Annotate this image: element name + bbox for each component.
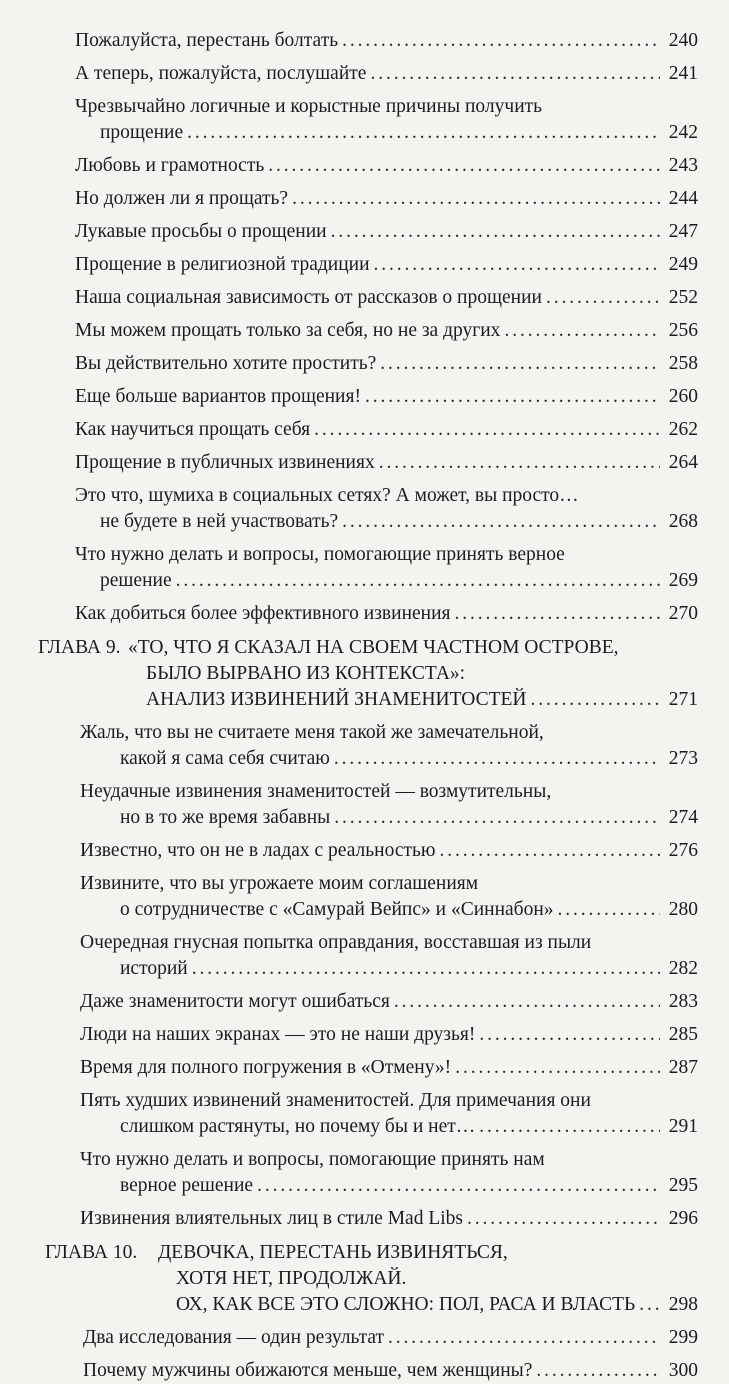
toc-entry-text: Чрезвычайно логичные и корыстные причины получить: [75, 96, 543, 117]
toc-page-number: 269: [668, 570, 698, 591]
toc-entry-text: А теперь, пожалуйста, послушайте: [75, 63, 367, 84]
toc-entry: [0, 417, 729, 443]
chapter-title-line: [0, 1240, 729, 1266]
toc-entry-text: Прощение в публичных извинениях: [75, 452, 375, 473]
toc-page-number: 268: [668, 511, 698, 532]
toc-entry-line: [0, 746, 729, 772]
toc-entry-line: [0, 1173, 729, 1199]
toc-page-number: 262: [668, 419, 698, 440]
toc-entry-text: но в то же время забавны: [120, 807, 331, 828]
toc-page-number: 271: [668, 689, 698, 710]
chapter-title-line: [0, 1266, 729, 1292]
toc-entry-line: [0, 509, 729, 535]
toc-page-number: 295: [668, 1175, 698, 1196]
toc-entry-line: [0, 568, 729, 594]
toc-leader-dots: [531, 687, 661, 713]
toc-entry-text: прощение: [100, 122, 184, 143]
toc-page-number: 285: [668, 1024, 698, 1045]
toc-page-number: 273: [668, 748, 698, 769]
toc-entry: [0, 930, 729, 982]
toc-entry: [0, 28, 729, 54]
toc-page-number: 240: [668, 30, 698, 51]
toc-entry-text: Наша социальная зависимость от рассказов о прощении: [75, 287, 542, 308]
toc-page-number: 247: [668, 221, 698, 242]
toc-entry-line: [0, 1022, 729, 1048]
toc-entry-text: историй: [120, 958, 188, 979]
toc-entry-text: Как научиться прощать себя: [75, 419, 311, 440]
toc-leader-dots: [370, 61, 660, 87]
toc-entry-line: [0, 1358, 729, 1384]
chapter-title-text: БЫЛО ВЫРВАНО ИЗ КОНТЕКСТА»:: [146, 663, 466, 684]
toc-leader-dots: [479, 1022, 660, 1048]
toc-leader-dots: [536, 1358, 660, 1384]
toc-leader-dots: [558, 897, 660, 923]
chapter-label: ГЛАВА 10.: [45, 1242, 138, 1263]
toc-entry-text: Даже знаменитости могут ошибаться: [80, 991, 390, 1012]
toc-entry: [0, 61, 729, 87]
toc-entry-line: [0, 186, 729, 212]
toc-entry-text: Вы действительно хотите простить?: [75, 353, 377, 374]
toc-entry-text: Два исследования — один результат: [83, 1327, 385, 1348]
toc-entry: [0, 779, 729, 831]
toc-page-number: 270: [668, 603, 698, 624]
toc-entry-text: Жаль, что вы не считаете меня такой же замечательной,: [80, 722, 544, 743]
toc-entry-text: верное решение: [120, 1175, 254, 1196]
toc-entry-line: [0, 1055, 729, 1081]
toc-page-number: 258: [668, 353, 698, 374]
toc-leader-dots: [455, 1055, 660, 1081]
chapter-block: [0, 1240, 729, 1318]
toc-entry-line: [0, 1114, 729, 1140]
toc-page-number: 287: [668, 1057, 698, 1078]
toc-leader-dots: [334, 746, 660, 772]
toc-entry-text: Что нужно делать и вопросы, помогающие принять нам: [80, 1149, 545, 1170]
toc-leader-dots: [394, 989, 660, 1015]
toc-entry-line: [0, 351, 729, 377]
toc-leader-dots: [439, 838, 660, 864]
toc-leader-dots: [380, 351, 660, 377]
chapter-title-text: АНАЛИЗ ИЗВИНЕНИЙ ЗНАМЕНИТОСТЕЙ: [146, 689, 527, 710]
toc-entry-text: какой я сама себя считаю: [120, 748, 330, 769]
chapter-block: [0, 635, 729, 713]
toc-entry-line: [0, 61, 729, 87]
toc-leader-dots: [334, 805, 660, 831]
toc-page-number: 276: [668, 840, 698, 861]
toc-entry: [0, 186, 729, 212]
toc-entry-line: [0, 601, 729, 627]
toc-leader-dots: [379, 450, 660, 476]
toc-entry: [0, 219, 729, 245]
toc-entry: [0, 871, 729, 923]
toc-entry-line: [0, 930, 729, 956]
toc-entry-line: [0, 28, 729, 54]
chapter-title-line: [0, 1292, 729, 1318]
chapter-label: ГЛАВА 9.: [38, 637, 121, 658]
toc-leader-dots: [374, 252, 660, 278]
toc-entry-text: Любовь и грамотность: [75, 155, 265, 176]
chapter-title-text: ДЕВОЧКА, ПЕРЕСТАНЬ ИЗВИНЯТЬСЯ,: [158, 1242, 508, 1263]
toc-entry-text: о сотрудничестве с «Самурай Вейпс» и «Синнабон»: [120, 899, 554, 920]
toc-entry-text: Известно, что он не в ладах с реальностью: [80, 840, 436, 861]
toc-page-number: 283: [668, 991, 698, 1012]
toc-entry: [0, 1055, 729, 1081]
toc-leader-dots: [292, 186, 660, 212]
toc-entry: [0, 285, 729, 311]
toc-page-number: 299: [668, 1327, 698, 1348]
toc-entry-line: [0, 153, 729, 179]
toc-entry: [0, 601, 729, 627]
toc-page-number: 260: [668, 386, 698, 407]
toc-entry: [0, 351, 729, 377]
toc-entry: [0, 318, 729, 344]
toc-entry-text: Извинения влиятельных лиц в стиле Mad Libs: [80, 1208, 464, 1229]
toc-entry-line: [0, 838, 729, 864]
toc-entry-line: [0, 1088, 729, 1114]
toc-leader-dots: [314, 417, 660, 443]
toc-entry-line: [0, 956, 729, 982]
toc-leader-dots: [342, 28, 660, 54]
toc-leader-dots: [176, 568, 660, 594]
toc-entry: [0, 1206, 729, 1232]
toc-entry: [0, 542, 729, 594]
toc-entry-line: [0, 318, 729, 344]
toc-entry-text: Как добиться более эффективного извинения: [75, 603, 451, 624]
toc-entry: [0, 94, 729, 146]
toc-entry-line: [0, 252, 729, 278]
toc-leader-dots: [365, 384, 660, 410]
toc-entry-text: Очередная гнусная попытка оправдания, восставшая из пыли: [80, 932, 592, 953]
toc-entry-text: Почему мужчины обижаются меньше, чем женщины?: [83, 1360, 533, 1381]
toc-entry-text: Время для полного погружения в «Отмену»!: [80, 1057, 452, 1078]
chapter-title-line: [0, 687, 729, 713]
toc-page-number: 264: [668, 452, 698, 473]
toc-entry: [0, 450, 729, 476]
toc-entry-text: не будете в ней участвовать?: [100, 511, 339, 532]
toc-page-number: 256: [668, 320, 698, 341]
toc-entry-line: [0, 384, 729, 410]
toc-page-number: 252: [668, 287, 698, 308]
toc-entry-line: [0, 483, 729, 509]
toc-leader-dots: [455, 601, 660, 627]
toc-entry-line: [0, 542, 729, 568]
toc-entry: [0, 838, 729, 864]
toc-entry-text: Пять худших извинений знаменитостей. Для примечания они: [80, 1090, 591, 1111]
toc-entry: [0, 989, 729, 1015]
toc-page-number: 300: [668, 1360, 698, 1381]
toc-page-number: 241: [668, 63, 698, 84]
toc-entry: [0, 1325, 729, 1351]
toc-page-number: 291: [668, 1116, 698, 1137]
toc-leader-dots: [342, 509, 660, 535]
toc-entry: [0, 384, 729, 410]
chapter-title-line: [0, 635, 729, 661]
toc-page-number: 282: [668, 958, 698, 979]
toc-leader-dots: [187, 120, 660, 146]
chapter-title-text: ХОТЯ НЕТ, ПРОДОЛЖАЙ.: [176, 1268, 407, 1289]
toc-entry-line: [0, 871, 729, 897]
toc-leader-dots: [546, 285, 660, 311]
toc-entry-text: слишком растянуты, но почему бы и нет…: [120, 1116, 476, 1137]
toc-page-number: 298: [668, 1294, 698, 1315]
toc-entry-line: [0, 989, 729, 1015]
toc-page-number: 296: [668, 1208, 698, 1229]
toc-entry-line: [0, 417, 729, 443]
toc-leader-dots: [257, 1173, 660, 1199]
toc-leader-dots: [504, 318, 660, 344]
toc-entry: [0, 252, 729, 278]
toc-entry-line: [0, 720, 729, 746]
toc-entry-line: [0, 897, 729, 923]
toc-leader-dots: [479, 1114, 660, 1140]
toc-page-number: 243: [668, 155, 698, 176]
toc-entry-text: Пожалуйста, перестань болтать: [75, 30, 339, 51]
toc-entry-line: [0, 94, 729, 120]
toc-entry-line: [0, 1206, 729, 1232]
toc-page-number: 244: [668, 188, 698, 209]
toc-leader-dots: [388, 1325, 660, 1351]
toc-entry-text: Извините, что вы угрожаете моим соглашениям: [80, 873, 479, 894]
toc-leader-dots: [331, 219, 660, 245]
toc-entry-text: Неудачные извинения знаменитостей — возмутительны,: [80, 781, 552, 802]
toc-entry-line: [0, 450, 729, 476]
toc-entry-text: Еще больше вариантов прощения!: [75, 386, 361, 407]
toc-page-number: 242: [668, 122, 698, 143]
toc-entry-text: Прощение в религиозной традиции: [75, 254, 370, 275]
toc-entry-text: Что нужно делать и вопросы, помогающие принять верное: [75, 544, 565, 565]
toc-page-number: 249: [668, 254, 698, 275]
toc-entry: [0, 1358, 729, 1384]
toc-entry-text: Люди на наших экранах — это не наши друзья!: [80, 1024, 476, 1045]
toc-entry-text: Это что, шумиха в социальных сетях? А может, вы просто…: [75, 485, 579, 506]
chapter-title-text: ОХ, КАК ВСЕ ЭТО СЛОЖНО: ПОЛ, РАСА И ВЛАСТЬ: [176, 1294, 636, 1315]
toc-leader-dots: [192, 956, 660, 982]
toc-entry-line: [0, 1325, 729, 1351]
toc-entry: [0, 1088, 729, 1140]
toc-entry-line: [0, 1147, 729, 1173]
toc-page-number: 280: [668, 899, 698, 920]
toc-entry-line: [0, 120, 729, 146]
toc-entry-text: Лукавые просьбы о прощении: [75, 221, 327, 242]
toc-entry-text: Мы можем прощать только за себя, но не за других: [75, 320, 501, 341]
toc-page-number: 274: [668, 807, 698, 828]
toc-entry: [0, 1147, 729, 1199]
toc-entry: [0, 720, 729, 772]
toc-entry-line: [0, 285, 729, 311]
toc-entry-line: [0, 805, 729, 831]
toc-entry: [0, 483, 729, 535]
toc-leader-dots: [639, 1292, 660, 1318]
table-of-contents: [0, 28, 729, 1384]
toc-entry-text: Но должен ли я прощать?: [75, 188, 289, 209]
chapter-title-line: [0, 661, 729, 687]
toc-leader-dots: [467, 1206, 660, 1232]
toc-entry: [0, 153, 729, 179]
toc-entry-line: [0, 219, 729, 245]
toc-entry: [0, 1022, 729, 1048]
toc-leader-dots: [268, 153, 660, 179]
chapter-title-text: «ТО, ЧТО Я СКАЗАЛ НА СВОЕМ ЧАСТНОМ ОСТРОВЕ,: [128, 637, 619, 658]
toc-entry-text: решение: [100, 570, 172, 591]
toc-entry-line: [0, 779, 729, 805]
